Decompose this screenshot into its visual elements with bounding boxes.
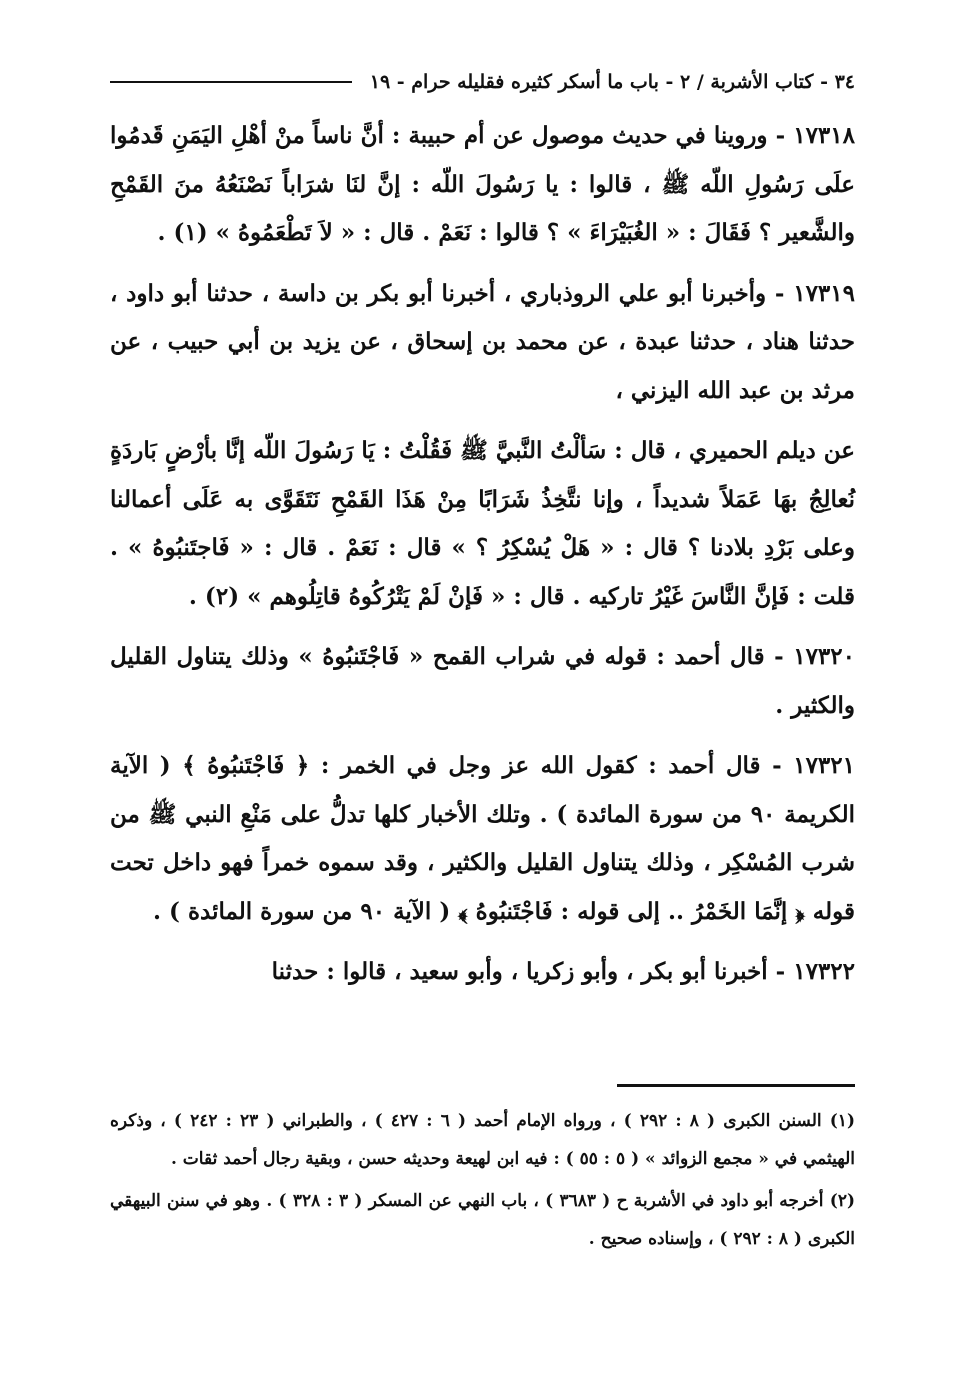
main-text [110,112,855,997]
hadith-17318: ١٧٣١٨ - وروينا في حديث موصول عن أم حبيبة : أنَّ ناساً منْ أهْلِ اليَمَنِ قَدمُوا علَى رَسُولِ اللّه ﷺ ، قالوا : يا رَسُولَ اللّه : إنَّ لنَا شرَاباً نَصْنَعُهُ منَ القَمْحِ والشَّعير ؟ فَقَالَ : « الغُبَيْرَاءَ » ؟ قالوا : نَعَمْ . قال : « لاَ تَطْعَمُوهُ » (١) . [110,122,855,246]
hadith-17322: ١٧٣٢٢ - أخبرنا أبو بكر ، وأبو زكريا ، وأبو سعيد ، قالوا : حدثنا [271,958,855,985]
running-header-title: ٣٤ - كتاب الأشربة / ٢ - باب ما أسكر كثيره فقليله حرام - ١٩ [369,71,855,93]
book-page [110,62,855,1352]
hadith-17319: ١٧٣١٩ - وأخبرنا أبو علي الروذباري ، أخبرنا أبو بكر بن داسة ، حدثنا أبو داود ، حدثنا هناد ، حدثنا عبدة ، عن محمد بن إسحاق ، عن يزيد بن أبي حبيب ، عن مرثد بن عبد الله اليزني ، [110,279,856,404]
hadith-dailam-text: عن ديلم الحميري ، قال : سَألْتُ النَّبيَّ ﷺ فَقُلْتُ : يَا رَسُولَ اللّه إنَّا بأرْضٍ بَاردَةٍ نُعالِجُ بهَا عَمَلاً شديداً ، وإنا نتَّخِذُ شَرَابًا مِنْ هَذَا القَمْحِ نَتَقَوَّى به عَلَى أعمالنا وعلى بَرْدِ بلادنا ؟ قال : « هَلْ يُسْكِرُ ؟ » قال : نَعَمْ . قال : « فَاجتَنبُوهُ » . قلت : فَإنَّ النَّاسَ غَيْرُ تاركيه . قال : « فَإنْ لَمْ يَتْرُكُوهُ قاتِلُوهم » (٢) . [110,437,855,610]
footnote-2: (٢) أخرجه أبو داود في الأشربة ح ( ٣٦٨٣ ) ، باب النهي عن المسكر ( ٣ : ٣٢٨ ) . وهو في سنن البيهقي الكبرى ( ٨ : ٢٩٢ ) ، وإسناده صحيح . [110,1191,856,1249]
header-rule [110,81,352,83]
hadith-17320: ١٧٣٢٠ - قال أحمد : قوله في شراب القمح « فَاجْتَنبُوهُ » وذلك يتناول القليل والكثير . [110,643,855,719]
running-header [110,62,855,102]
hadith-17321: ١٧٣٢١ - قال أحمد : كقول الله عز وجل في الخمر : ﴿ فَاجْتَنبُوهُ ﴾ ( الآية الكريمة ٩٠ من سورة المائدة ) . وتلك الأخبار كلها تدلُّ على مَنْعِ النبي ﷺ من شرب المُسْكِر ، وذلك يتناول القليل والكثير ، وقد سموه خمراً فهو داخل تحت قوله ﴿ إنَّمَا الخَمْرُ .. إلى قوله : فَاجْتَنبُوهُ ﴾ ( الآية ٩٠ من سورة المائدة ) . [110,752,856,925]
footnote-separator [617,1084,855,1087]
footnote-1: (١) السنن الكبرى ( ٨ : ٢٩٢ ) ، ورواه الإمام أحمد ( ٦ : ٤٢٧ ) ، والطبراني ( ٢٣ : ٢٤٢ ) ، وذكره الهيثمي في « مجمع الزوائد » ( ٥ : ٥٥ ) : فيه ابن لهيعة وحديثه حسن ، وبقية رجال أحمد ثقات . [110,1111,855,1169]
footnotes [110,1102,855,1262]
